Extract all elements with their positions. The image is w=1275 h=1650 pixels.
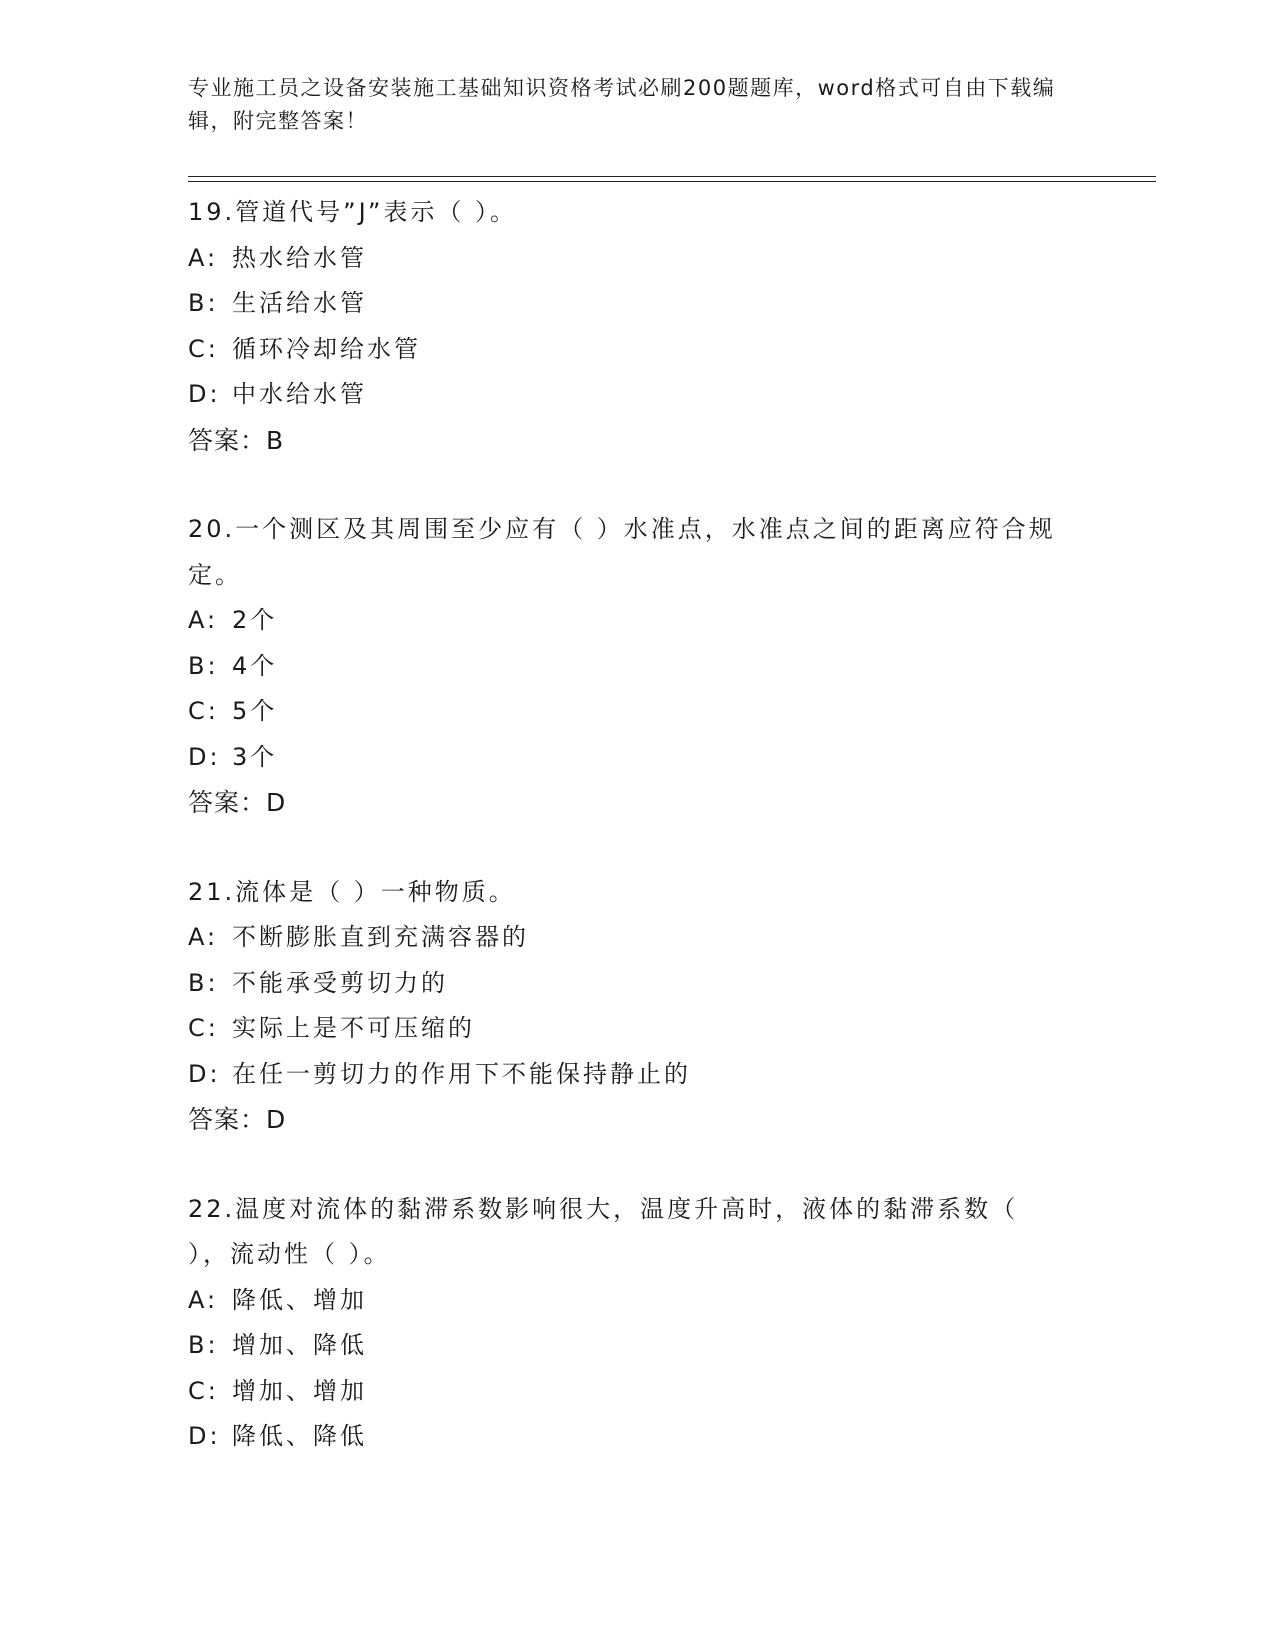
- question-list: [188, 190, 1088, 1504]
- option-letter: D:: [188, 1059, 221, 1088]
- option-text: 热水给水管: [232, 243, 367, 272]
- option-b: [188, 961, 1088, 1007]
- option-d: [188, 1414, 1088, 1460]
- question-text: 20.一个测区及其周围至少应有（ ）水准点，水准点之间的距离应符合规定。: [188, 515, 1056, 589]
- option-b: [188, 1323, 1088, 1369]
- option-text: 3个: [232, 742, 278, 771]
- option-text: 4个: [232, 651, 278, 680]
- option-letter: B:: [188, 289, 219, 317]
- document-header: 专业施工员之设备安装施工基础知识资格考试必刷200题题库，word格式可自由下载编辑，附完整答案！: [188, 76, 1056, 133]
- option-d: [188, 735, 1088, 781]
- question-21: [188, 870, 1088, 1143]
- option-a: [188, 598, 1088, 644]
- header-divider-bottom: [188, 181, 1156, 182]
- option-text: 实际上是不可压缩的: [232, 1014, 475, 1042]
- answer-label: 答案：D: [188, 1105, 287, 1134]
- option-b: [188, 281, 1088, 327]
- option-c: [188, 1006, 1088, 1052]
- option-d: [188, 372, 1088, 418]
- option-c: [188, 689, 1088, 735]
- option-a: [188, 1278, 1088, 1324]
- option-letter: A:: [188, 606, 219, 634]
- option-text: 生活给水管: [232, 289, 367, 317]
- option-c: [188, 327, 1088, 373]
- option-letter: A:: [188, 243, 219, 272]
- option-a: [188, 236, 1088, 282]
- question-text: 21.流体是（ ）一种物质。: [188, 877, 516, 906]
- option-d: [188, 1052, 1088, 1098]
- question-20: [188, 507, 1088, 826]
- question-19: [188, 190, 1088, 463]
- option-text: 降低、增加: [232, 1285, 367, 1314]
- option-text: 循环冷却给水管: [232, 334, 421, 363]
- option-letter: B:: [188, 1331, 219, 1359]
- option-text: 增加、降低: [232, 1331, 367, 1359]
- option-letter: B:: [188, 968, 219, 997]
- option-text: 5个: [232, 697, 278, 725]
- option-letter: C:: [188, 697, 219, 725]
- option-c: [188, 1369, 1088, 1415]
- header-divider-top: [188, 176, 1156, 177]
- question-text: 22.温度对流体的黏滞系数影响很大，温度升高时，液体的黏滞系数（ ），流动性（ ）。: [188, 1194, 1019, 1268]
- option-text: 不断膨胀直到充满容器的: [232, 923, 529, 951]
- option-text: 在任一剪切力的作用下不能保持静止的: [232, 1059, 691, 1088]
- option-letter: D:: [188, 1422, 221, 1450]
- option-letter: C:: [188, 1376, 219, 1405]
- option-text: 增加、增加: [232, 1376, 367, 1405]
- option-letter: C:: [188, 1014, 219, 1042]
- option-a: [188, 915, 1088, 961]
- option-letter: A:: [188, 923, 219, 951]
- answer-label: 答案：D: [188, 788, 287, 817]
- option-letter: A:: [188, 1285, 219, 1314]
- question-text: 19.管道代号”J”表示（ ）。: [188, 198, 518, 226]
- option-text: 降低、降低: [232, 1422, 367, 1450]
- answer-label: 答案：B: [188, 425, 285, 455]
- option-b: [188, 644, 1088, 690]
- option-text: 中水给水管: [232, 380, 367, 408]
- option-letter: C:: [188, 334, 219, 363]
- question-22: [188, 1187, 1088, 1460]
- option-text: 不能承受剪切力的: [232, 968, 448, 997]
- option-letter: D:: [188, 742, 221, 771]
- option-text: 2个: [232, 606, 278, 634]
- option-letter: D:: [188, 380, 221, 408]
- option-letter: B:: [188, 651, 219, 680]
